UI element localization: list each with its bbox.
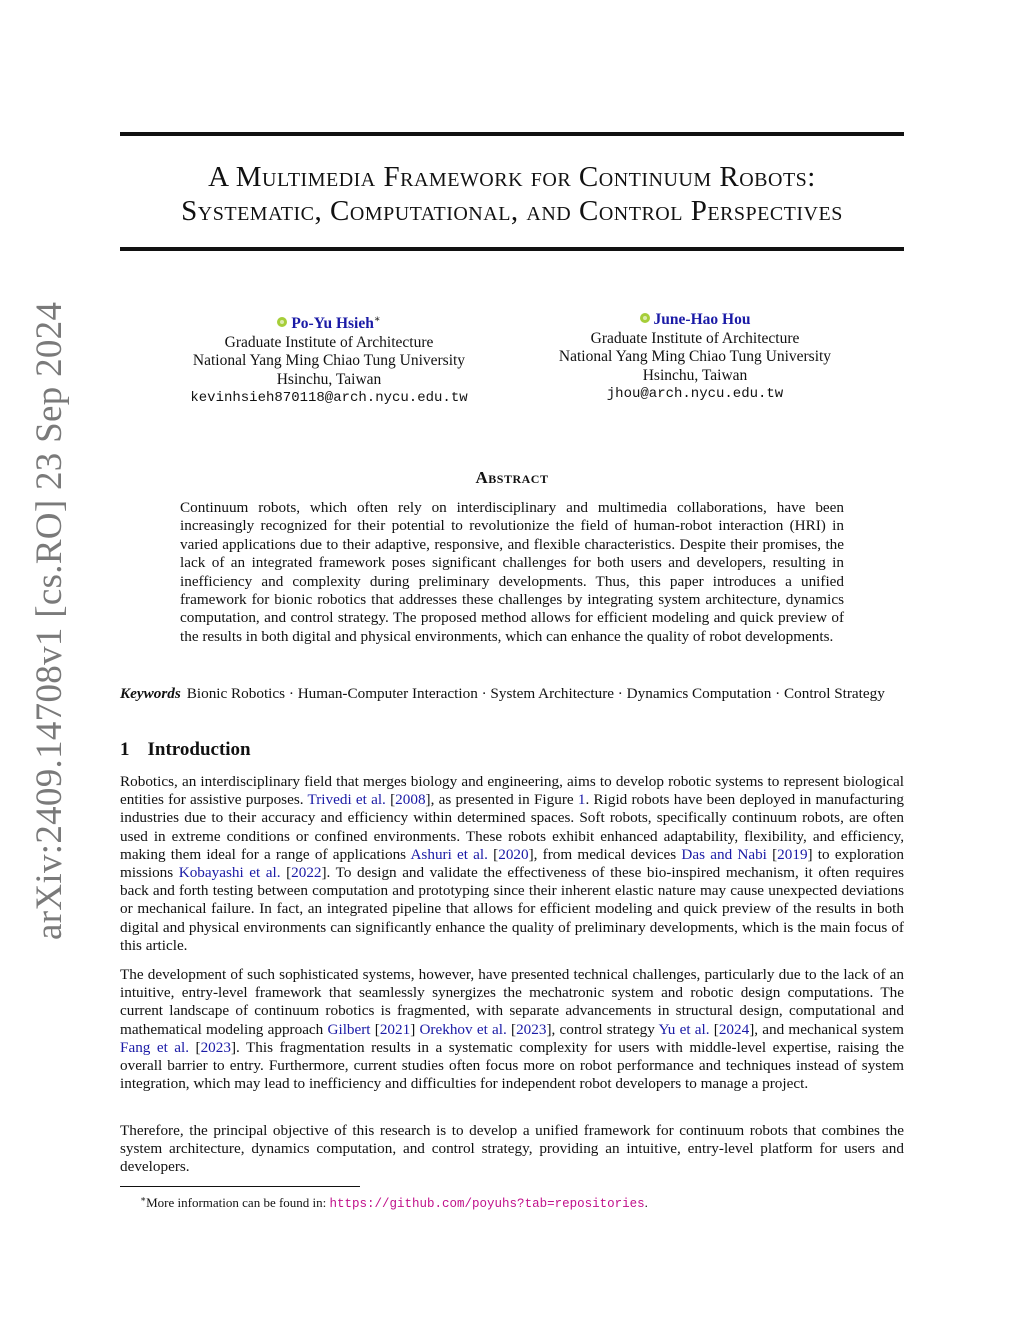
citation-link[interactable]: Gilbert — [327, 1020, 371, 1038]
title-bottom-rule — [120, 247, 904, 251]
text-run: ], as presented in Figure — [425, 791, 578, 809]
citation-link[interactable]: 2008 — [395, 791, 426, 809]
citation-link[interactable]: 2020 — [498, 845, 529, 863]
citation-link[interactable]: Kobayashi et al. — [178, 864, 281, 882]
citation-link[interactable]: Das and Nabi — [681, 845, 767, 863]
github-url-link[interactable]: https://github.com/poyuhs?tab=repositories — [329, 1197, 645, 1211]
citation-link[interactable]: 2022 — [291, 864, 322, 882]
abstract-heading: Abstract — [475, 468, 549, 487]
text-run: . Rigid robots have been deployed in manufacturing industries due to their accuracy and efficiency within determined spaces. Soft robots, specifically continuum robots, are often used in extreme conditions or confined environments. These robots exhibit enhanced adaptability, flexibility, and efficiency, making them ideal for a range of applications — [120, 791, 905, 863]
author-email: kevinhsieh870118@arch.nycu.edu.tw — [190, 390, 468, 406]
text-run: [ — [709, 1020, 719, 1038]
text-run: [ — [189, 1038, 201, 1056]
citation-link[interactable]: 2019 — [777, 845, 808, 863]
citation-link[interactable]: Trivedi et al. — [307, 791, 386, 809]
section-heading — [120, 739, 251, 761]
author-2 — [505, 311, 885, 404]
citation-link[interactable]: Orekhov et al. — [419, 1020, 507, 1038]
text-run: ]. To design and validate the effectiveness of these bio-inspired mechanism, it often requires back and forth testing between computation and prototyping since their inherent elastic nature may cause unexpected deviations or mechanical failure. In fact, an integrated pipeline that allows for efficient modeling and quick preview of the results in both digital and physical environments can significantly enhance the quality of preliminary developments, which is the main focus of this article. — [120, 864, 904, 954]
footnote — [140, 1191, 648, 1212]
author-email: jhou@arch.nycu.edu.tw — [606, 386, 784, 402]
author-location: Hsinchu, Taiwan — [642, 366, 748, 384]
paper-title — [120, 160, 904, 228]
intro-paragraph-3: Therefore, the principal objective of this research is to develop a unified framework for continuum robots that combines the system architecture, dynamics computation, and control strategy, providing an intuitive, entry-level platform for users and developers. — [120, 1122, 904, 1176]
citation-link[interactable]: Ashuri et al. — [410, 845, 488, 863]
author-university: National Yang Ming Chiao Tung University — [558, 348, 832, 365]
citation-link[interactable]: 2024 — [718, 1020, 750, 1038]
citation-link[interactable]: Yu et al. — [658, 1020, 710, 1038]
author-location: Hsinchu, Taiwan — [276, 370, 382, 388]
section-title: Introduction — [147, 739, 251, 760]
text-run: [ — [370, 1020, 380, 1038]
footnote-mark: ∗ — [140, 1194, 147, 1204]
footnote-end: . — [644, 1195, 648, 1210]
author-name-link[interactable]: June-Hao Hou — [653, 311, 751, 328]
abstract-text: Continuum robots, which often rely on interdisciplinary and multimedia collaborations, have been increasingly recognized for their potential to revolutionize the field of human-robot interaction (HRI) in varied applications due to their adaptive, responsive, and flexible characteristics. Despite their promises, the lack of an integrated framework poses significant challenges for both users and developers, resulting in inefficiency and complexity during preliminary developments. Thus, this paper introduces a unified framework for bionic robotics that addresses these challenges by integrating system architecture, dynamics computation, and control strategy. The proposed method allows for efficient modeling and quick preview of the results in both digital and physical environments, which can enhance the quality of robot developments. — [180, 499, 844, 645]
text-run: ], from medical devices — [528, 845, 682, 863]
intro-paragraph-1 — [120, 773, 904, 955]
text-run: ], control strategy — [546, 1020, 659, 1038]
keywords-label: Keywords — [120, 685, 181, 702]
text-run: ] to exploration missions — [120, 845, 904, 882]
citation-link[interactable]: 2021 — [379, 1020, 411, 1038]
text-run: [ — [766, 845, 778, 863]
figure-link[interactable]: 1 — [577, 791, 586, 809]
author-affiliation: Graduate Institute of Architecture — [224, 333, 434, 351]
text-run: The development of such sophisticated systems, however, have presented technical challenges, particularly due to the lack of an intuitive, entry-level framework that seamlessly synergizes the mechatronic system and robotic design computations. The current landscape of continuum robotics is fragmented, with separate advancements in structural design, computational and mathematical modeling approach — [120, 966, 904, 1038]
keywords — [120, 685, 904, 703]
section-number: 1 — [120, 739, 130, 760]
author-university: National Yang Ming Chiao Tung University — [192, 352, 466, 369]
title-top-rule — [120, 132, 904, 136]
citation-link[interactable]: 2023 — [516, 1020, 547, 1038]
citation-link[interactable]: Fang et al. — [120, 1038, 190, 1056]
text-run: [ — [385, 791, 396, 809]
title-line-1: A Multimedia Framework for Continuum Robots: — [208, 161, 816, 193]
text-run: Robotics, an interdisciplinary field that merges biology and engineering, aims to develop robotic systems to represent biological entities for assistive purposes. — [120, 773, 904, 809]
text-run: ], and mechanical system — [749, 1020, 904, 1038]
text-run: [ — [280, 864, 292, 882]
footnote-rule — [120, 1186, 360, 1187]
orcid-icon[interactable] — [277, 317, 287, 327]
arxiv-identifier[interactable]: arXiv:2409.14708v1 [cs.RO] 23 Sep 2024 — [29, 301, 70, 940]
author-affiliation: Graduate Institute of Architecture — [590, 329, 800, 347]
footnote-marker[interactable]: ∗ — [373, 314, 381, 325]
intro-paragraph-2 — [120, 966, 904, 1093]
title-line-2: Systematic, Computational, and Control Perspectives — [181, 195, 843, 227]
footnote-text: More information can be found in: — [146, 1195, 330, 1210]
text-run: ]. This fragmentation results in a systematic complexity for users with middle-level expertise, raising the overall barrier to entry. Furthermore, current studies often focus more on robot performance and techniques instead of system integration, which may lead to inefficiency and difficulties for independent robot developers to manage a project. — [120, 1038, 905, 1093]
text-run: [ — [487, 845, 499, 863]
author-name-link[interactable]: Po-Yu Hsieh — [291, 315, 374, 332]
author-1 — [139, 311, 519, 408]
text-run: ] — [410, 1020, 420, 1038]
orcid-icon[interactable] — [640, 313, 650, 323]
text-run: [ — [506, 1020, 517, 1038]
keywords-text: Bionic Robotics · Human-Computer Interaction · System Architecture · Dynamics Computation · Control Strategy — [186, 685, 885, 702]
citation-link[interactable]: 2023 — [200, 1038, 231, 1056]
